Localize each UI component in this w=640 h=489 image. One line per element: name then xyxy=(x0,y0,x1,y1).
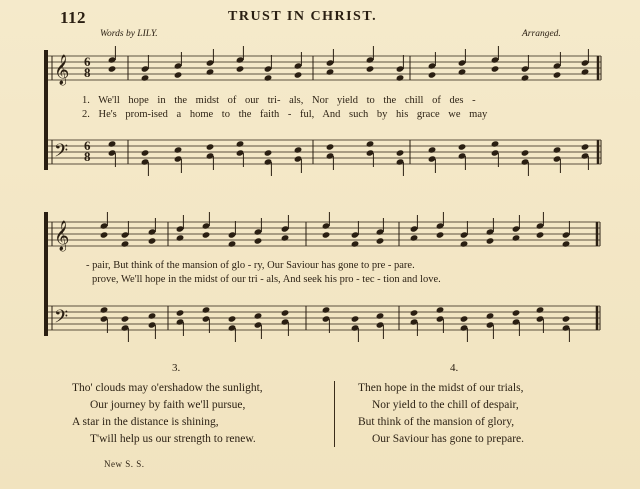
verse-number-3: 3. xyxy=(172,362,181,374)
treble-1-note xyxy=(294,71,303,78)
bass-clef-1: 𝄢 xyxy=(54,141,69,166)
treble-2-note xyxy=(228,240,237,247)
treble-2-note xyxy=(460,240,469,247)
bass-2-note xyxy=(281,309,290,316)
bass-1-note xyxy=(294,146,303,153)
bass-2-note xyxy=(148,312,157,319)
treble-2-note xyxy=(486,237,495,244)
lyrics-system2-line2: prove, We'll hope in the midst of our tri - als, And seek his pro - tec - tion and love. xyxy=(92,274,441,285)
bass-1-note xyxy=(141,149,150,156)
treble-2-note xyxy=(351,240,360,247)
bass-2-note xyxy=(410,309,419,316)
hymn-title: TRUST IN CHRIST. xyxy=(228,9,378,24)
treble-1-note xyxy=(174,71,183,78)
bass-2-note xyxy=(176,309,185,316)
bass-2-note xyxy=(376,312,385,319)
treble-2-note xyxy=(436,231,445,238)
lyrics-system1-line2: 2. He's prom-ised a home to the faith - ful, And such by his grace we may xyxy=(82,109,488,120)
verse-4-line-4: Our Saviour has gone to prepare. xyxy=(372,433,525,445)
time-signature-bass-1: 6 8 xyxy=(84,138,91,164)
system-2-brace xyxy=(44,212,48,336)
page-number: 112 xyxy=(60,8,87,27)
bass-clef-2: 𝄢 xyxy=(54,307,69,332)
bass-1-note xyxy=(326,143,335,150)
treble-1-note xyxy=(458,68,467,75)
bass-2-note xyxy=(322,306,331,313)
bass-2-note xyxy=(202,306,211,313)
treble-1-note xyxy=(236,65,245,72)
bass-2-note xyxy=(562,315,571,322)
time-signature-treble-1: 6 8 xyxy=(84,54,91,80)
treble-1-note xyxy=(396,74,405,81)
treble-1-note xyxy=(326,68,335,75)
treble-2-note xyxy=(100,231,109,238)
verse-3-line-2: Our journey by faith we'll pursue, xyxy=(90,399,246,411)
verse-3-line-1: Tho' clouds may o'ershadow the sunlight, xyxy=(72,382,263,394)
treble-2-note xyxy=(322,231,331,238)
bass-1-note xyxy=(264,149,273,156)
words-credit: Words by LILY. xyxy=(100,29,158,39)
treble-2-note xyxy=(562,240,571,247)
treble-1-note xyxy=(264,74,273,81)
lyrics-system2-line1: - pair, But think of the mansion of glo - ry, Our Saviour has gone to pre - pare. xyxy=(86,260,415,271)
bass-1-note xyxy=(108,140,117,147)
arranged-credit: Arranged. xyxy=(522,29,561,39)
bass-1-note xyxy=(491,140,500,147)
bass-1-note xyxy=(236,140,245,147)
bass-2-note xyxy=(100,306,109,313)
verse-4-line-3: But think of the mansion of glory, xyxy=(358,416,515,428)
system-1-brace xyxy=(44,50,48,170)
bass-1-note xyxy=(206,143,215,150)
bass-1-note xyxy=(396,149,405,156)
treble-1-note xyxy=(206,68,215,75)
verse-4-line-2: Nor yield to the chill of despair, xyxy=(372,399,519,411)
bass-2-note xyxy=(460,315,469,322)
bass-1-note xyxy=(581,143,590,150)
treble-1-note xyxy=(581,68,590,75)
bass-2-note xyxy=(228,315,237,322)
bass-1-note xyxy=(366,140,375,147)
verse-number-4: 4. xyxy=(450,362,459,374)
treble-1-note xyxy=(141,74,150,81)
bass-1-note xyxy=(553,146,562,153)
treble-2-note xyxy=(376,237,385,244)
bass-1-note xyxy=(458,143,467,150)
bass-2-note xyxy=(436,306,445,313)
bass-1-note xyxy=(521,149,530,156)
treble-1-note xyxy=(521,74,530,81)
bass-2-note xyxy=(512,309,521,316)
verse-4-line-1: Then hope in the midst of our trials, xyxy=(358,382,524,394)
treble-2-note xyxy=(176,234,185,241)
treble-2-note xyxy=(281,234,290,241)
treble-clef-1: 𝄞 xyxy=(54,55,70,85)
treble-1-note xyxy=(553,71,562,78)
verse-3-line-3: A star in the distance is shining, xyxy=(72,416,219,428)
bass-2-note xyxy=(486,312,495,319)
treble-2-note xyxy=(536,231,545,238)
treble-2-note xyxy=(512,234,521,241)
treble-1-note xyxy=(491,65,500,72)
bass-1-note xyxy=(174,146,183,153)
bass-2-note xyxy=(536,306,545,313)
bass-2-note xyxy=(351,315,360,322)
verse-3-line-4: T'will help us our strength to renew. xyxy=(90,433,256,445)
bass-2-note xyxy=(254,312,263,319)
treble-1-note xyxy=(366,65,375,72)
treble-clef-2: 𝄞 xyxy=(54,221,70,251)
treble-2-note xyxy=(121,240,130,247)
lyrics-system1-line1: 1. We'll hope in the midst of our tri- als, Nor yield to the chill of des - xyxy=(82,95,476,106)
treble-1-note xyxy=(108,65,117,72)
treble-1-note xyxy=(428,71,437,78)
treble-2-note xyxy=(410,234,419,241)
verse-divider xyxy=(334,381,335,447)
bass-2-note xyxy=(121,315,130,322)
treble-2-note xyxy=(202,231,211,238)
treble-2-note xyxy=(148,237,157,244)
footer-source: New S. S. xyxy=(104,459,145,469)
bass-1-note xyxy=(428,146,437,153)
treble-2-note xyxy=(254,237,263,244)
